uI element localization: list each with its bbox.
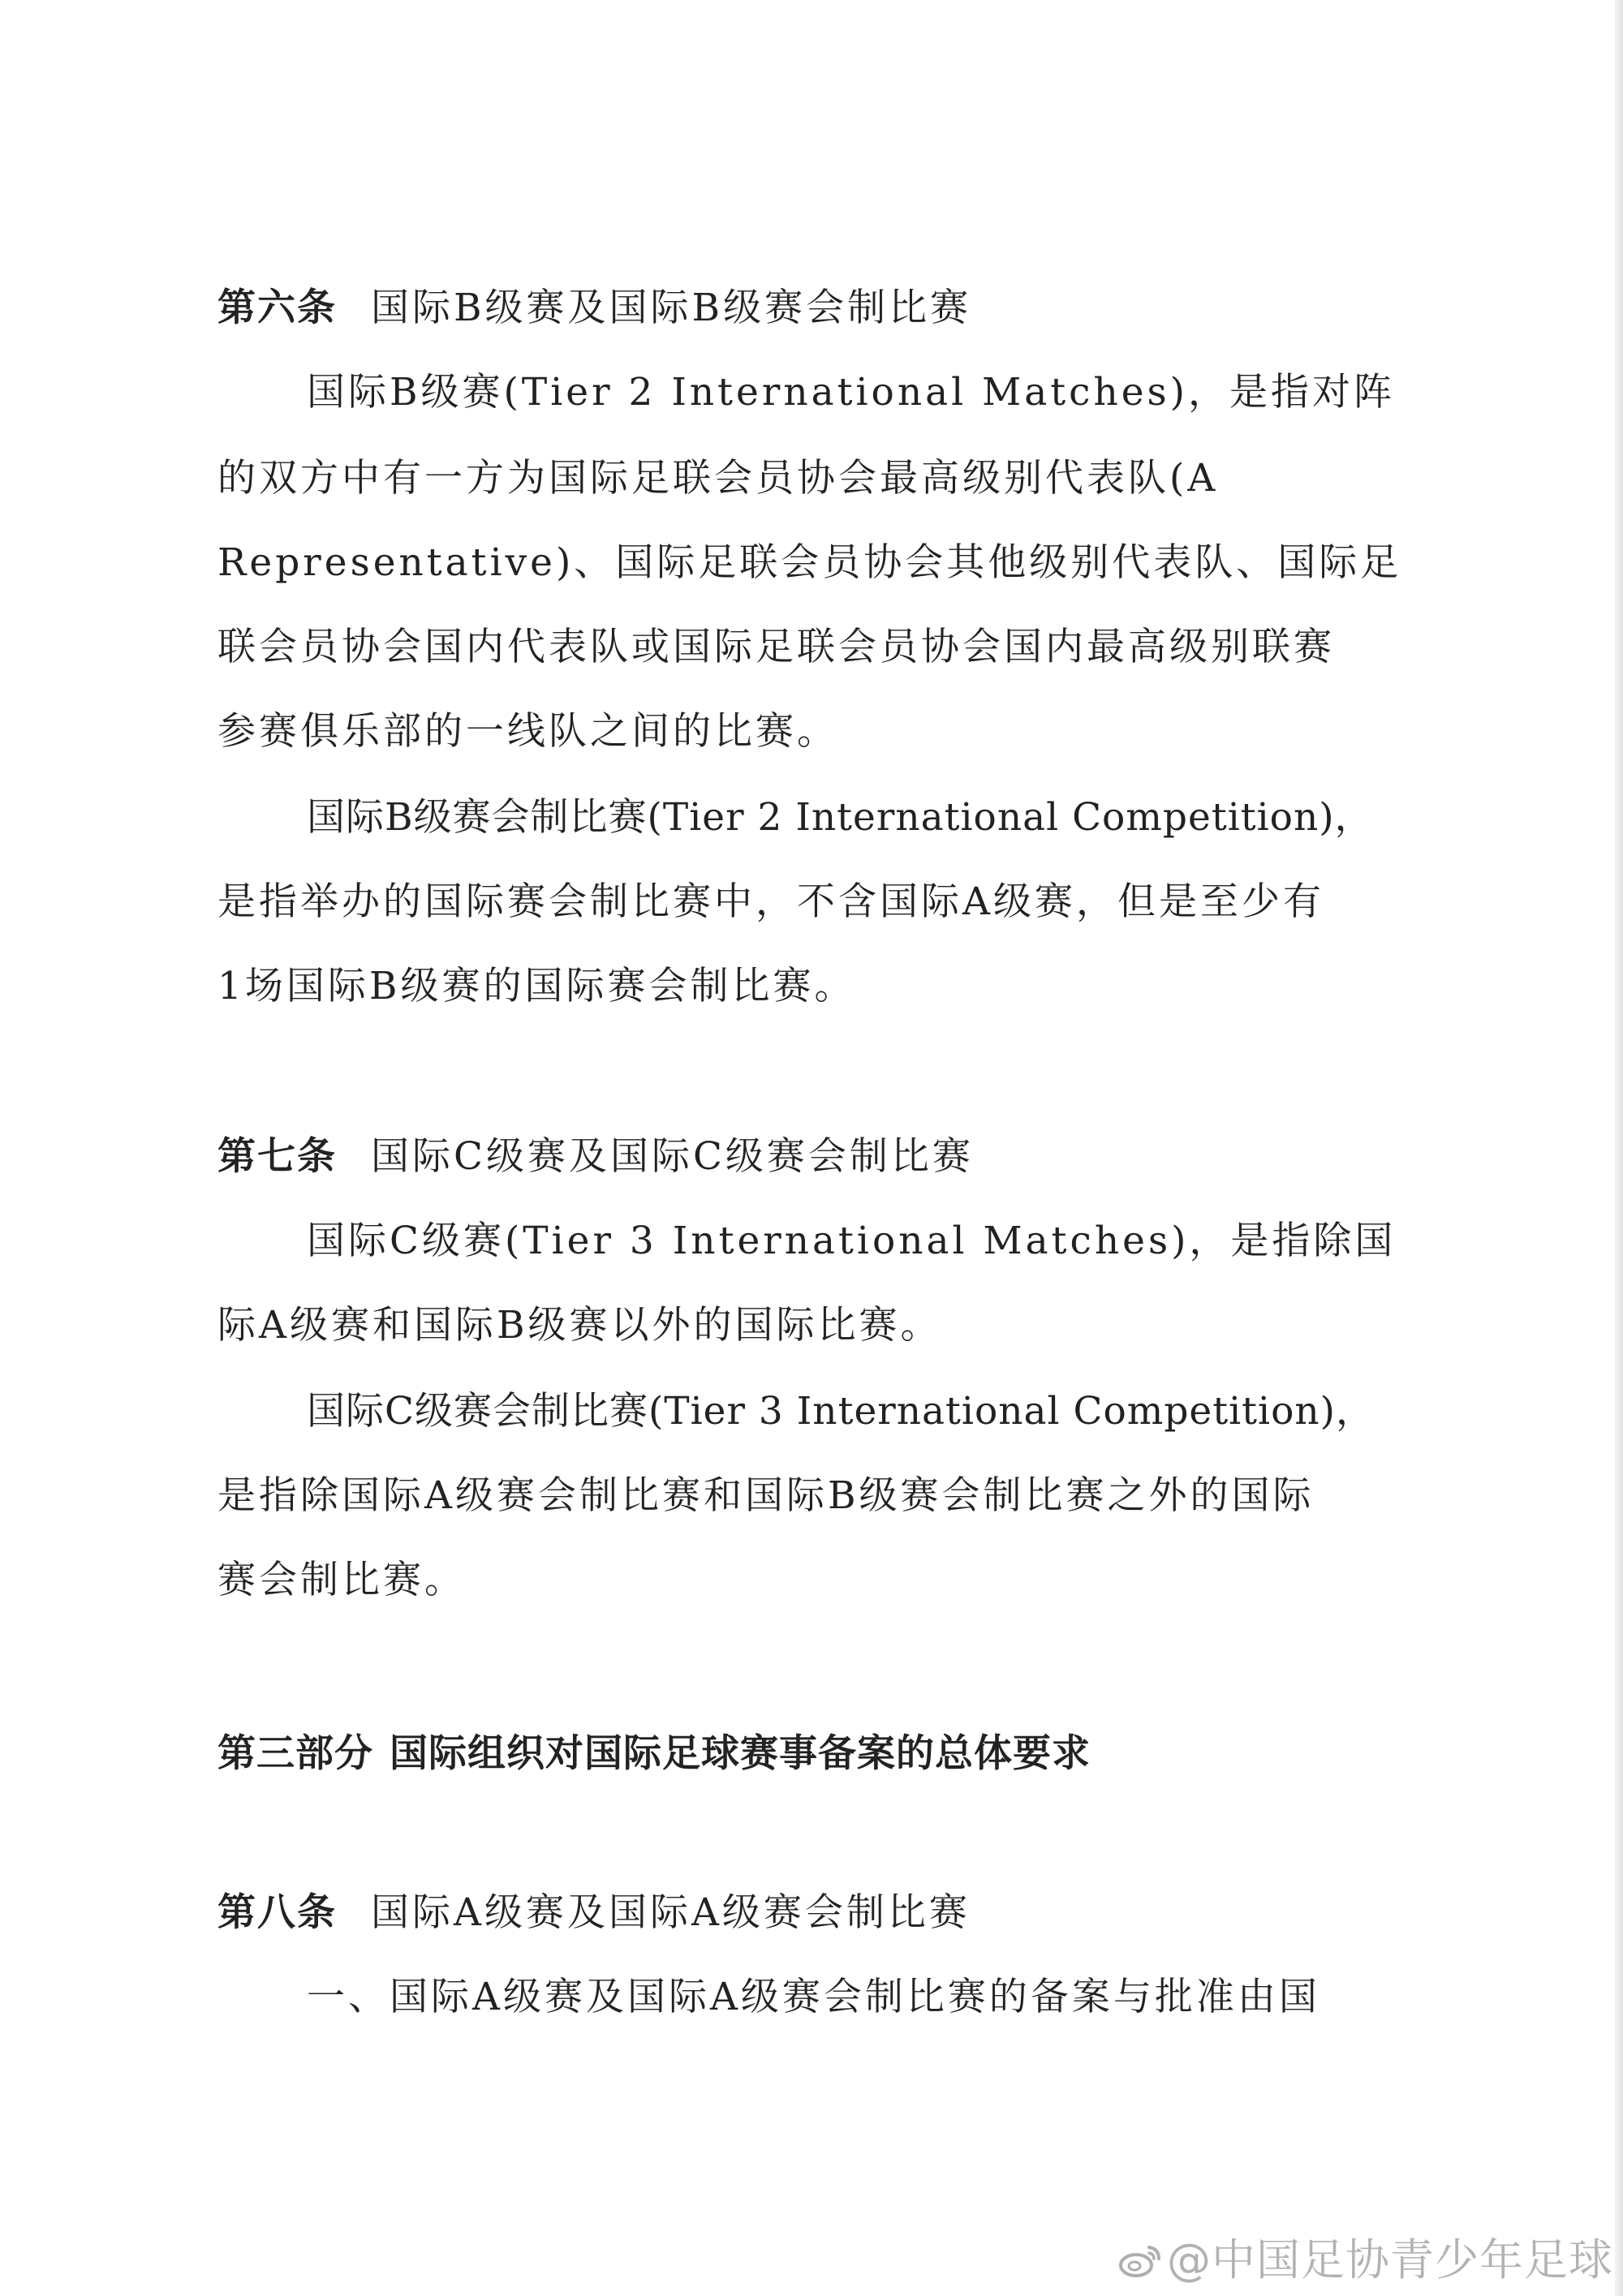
article-6-paragraph-2-line-1: 国际B级赛会制比赛(Tier 2 International Competition)，: [307, 795, 1374, 840]
article-7-paragraph-1-line-2: 际A级赛和国际B级赛以外的国际比赛。: [217, 1303, 942, 1348]
article-7-paragraph-2-line-3: 赛会制比赛。: [217, 1558, 466, 1602]
article-7-label: 第七条: [217, 1134, 337, 1179]
page-edge: [1615, 0, 1623, 2296]
article-7-paragraph-1-line-1: 国际C级赛(Tier 3 International Matches)，是指除国: [307, 1219, 1397, 1263]
article-8-heading: [217, 1889, 971, 1937]
article-6-paragraph-2-line-3: 1场国际B级赛的国际赛会制比赛。: [217, 964, 856, 1008]
article-7-heading: [217, 1133, 974, 1181]
article-7-paragraph-2-line-1: 国际C级赛会制比赛(Tier 3 International Competition)，: [307, 1389, 1375, 1434]
article-7-paragraph-2-line-2: 是指除国际A级赛会制比赛和国际B级赛会制比赛之外的国际: [217, 1473, 1315, 1518]
watermark-text: @中国足协青少年足球: [1167, 2234, 1613, 2285]
article-8-label: 第八条: [217, 1890, 337, 1935]
article-8-paragraph-1-line-1: 一、国际A级赛及国际A级赛会制比赛的备案与批准由国: [307, 1975, 1320, 2019]
article-6-paragraph-1-line-3: Representative)、国际足联会员协会其他级别代表队、国际足: [217, 540, 1402, 585]
article-6-paragraph-1-line-5: 参赛俱乐部的一线队之间的比赛。: [217, 709, 838, 754]
article-6-paragraph-2-line-2: 是指举办的国际赛会制比赛中，不含国际A级赛，但是至少有: [217, 879, 1324, 924]
part-3-heading: [217, 1730, 1091, 1778]
article-8-title: 国际A级赛及国际A级赛会制比赛: [371, 1890, 971, 1935]
article-6-paragraph-1-line-4: 联会员协会国内代表队或国际足联会员协会国内最高级别联赛: [217, 625, 1335, 669]
weibo-icon: [1118, 2242, 1164, 2278]
article-6-paragraph-1-line-1: 国际B级赛(Tier 2 International Matches)，是指对阵: [307, 370, 1395, 415]
article-6-title: 国际B级赛及国际B级赛会制比赛: [371, 286, 972, 330]
article-6-paragraph-1-line-2: 的双方中有一方为国际足联会员协会最高级别代表队(A: [217, 456, 1219, 501]
article-6-heading: [217, 284, 971, 333]
weibo-watermark: [1118, 2225, 1613, 2288]
article-7-title: 国际C级赛及国际C级赛会制比赛: [371, 1134, 974, 1179]
article-6-label: 第六条: [217, 286, 337, 330]
part-3-title: 国际组织对国际足球赛事备案的总体要求: [390, 1731, 1091, 1776]
part-3-label: 第三部分: [217, 1731, 373, 1776]
